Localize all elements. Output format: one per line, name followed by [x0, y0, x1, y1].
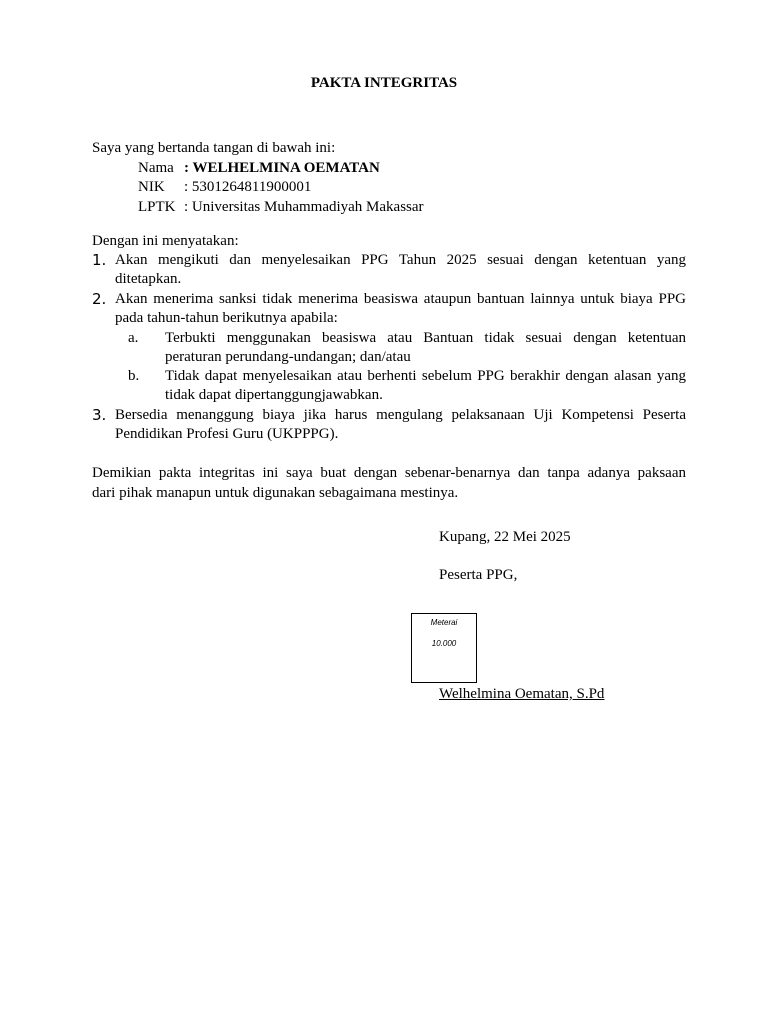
sub-item-letter: b.	[128, 368, 140, 384]
signer-name: Welhelmina Oematan, S.Pd	[439, 686, 605, 702]
name-value: : WELHELMINA OEMATAN	[184, 160, 380, 176]
nik-value: : 5301264811900001	[184, 179, 312, 195]
meterai-label: Meterai	[430, 618, 458, 627]
name-label: Nama	[138, 160, 174, 176]
sub-item-text: peraturan perundang-undangan; dan/atau	[165, 349, 411, 365]
list-item-text: Akan mengikuti dan menyelesaikan PPG Tahun 2025 sesuai dengan ketentuan yang	[115, 252, 686, 268]
sub-item-text: Terbukti menggunakan beasiswa atau Bantuan tidak sesuai dengan ketentuan	[165, 330, 686, 346]
list-item-text: pada tahun-tahun berikutnya apabila:	[115, 310, 338, 326]
place-date: Kupang, 22 Mei 2025	[439, 529, 571, 545]
statement-intro: Dengan ini menyatakan:	[92, 233, 239, 249]
list-item-text: Bersedia menanggung biaya jika harus mengulang pelaksanaan Uji Kompetensi Peserta	[115, 407, 686, 423]
list-item-text: Pendidikan Profesi Guru (UKPPPG).	[115, 426, 339, 442]
nik-label: NIK	[138, 179, 165, 195]
lptk-value: : Universitas Muhammadiyah Makassar	[184, 199, 424, 215]
list-item-text: ditetapkan.	[115, 271, 182, 287]
closing-text: Demikian pakta integritas ini saya buat dengan sebenar-benarnya dan tanpa adanya paksaan	[92, 465, 686, 481]
closing-text: dari pihak manapun untuk digunakan sebagaimana mestinya.	[92, 485, 459, 501]
meterai-stamp	[411, 613, 477, 683]
meterai-value: 10.000	[431, 639, 457, 648]
list-item-number: 2.	[92, 290, 107, 308]
sub-item-text: tidak dapat dipertanggungjawabkan.	[165, 387, 383, 403]
sub-item-letter: a.	[128, 330, 139, 346]
list-item-text: Akan menerima sanksi tidak menerima beasiswa ataupun bantuan lainnya untuk biaya PPG	[115, 291, 686, 307]
sub-item-text: Tidak dapat menyelesaikan atau berhenti sebelum PPG berakhir dengan alasan yang	[165, 368, 686, 384]
lptk-label: LPTK	[138, 199, 176, 215]
document-title: PAKTA INTEGRITAS	[310, 75, 458, 91]
list-item-number: 3.	[92, 406, 107, 424]
list-item-number: 1.	[92, 251, 107, 269]
intro-text: Saya yang bertanda tangan di bawah ini:	[92, 140, 336, 156]
signer-role: Peserta PPG,	[439, 567, 518, 583]
